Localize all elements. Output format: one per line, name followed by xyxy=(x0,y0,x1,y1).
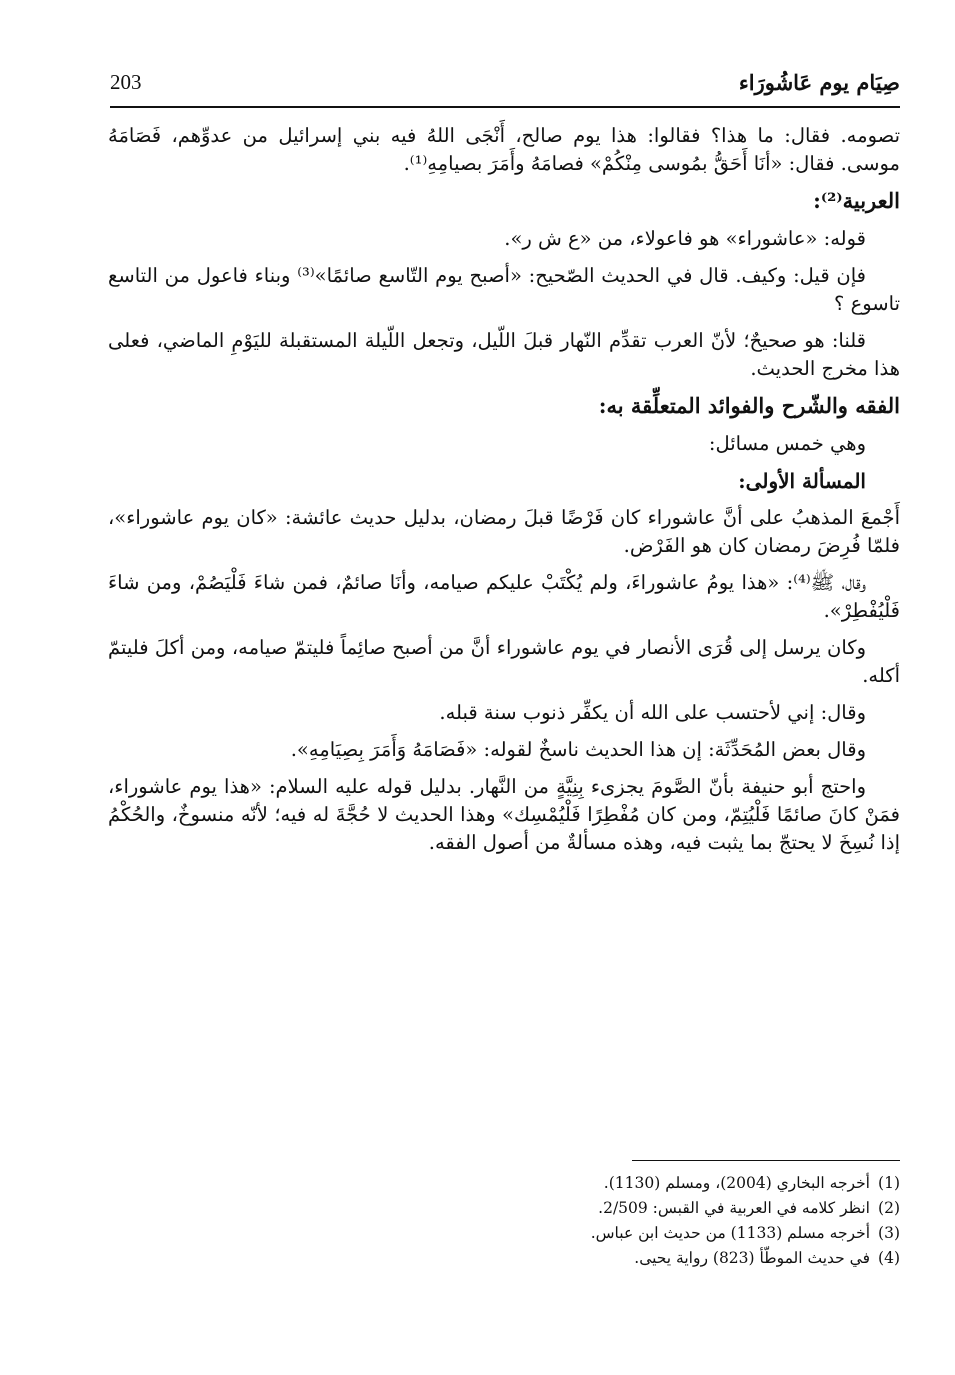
footnote xyxy=(400,1247,900,1270)
page-header xyxy=(110,66,900,108)
paragraph: وكان يرسل إلى قُرَى الأنصار في يوم عاشوراء أنَّ من أصبح صائِماً فليتمّ صيامه، ومن أكلَ فليتمّ أكله. xyxy=(108,636,900,687)
footnote-text: أخرجه مسلم (1133) من حديث ابن عباس. xyxy=(590,1224,870,1242)
section-heading: المسألة الأولى: xyxy=(738,469,866,493)
running-title: صِيَام يوم عَاشُورَاء xyxy=(738,70,900,95)
paragraph: قوله: «عاشوراء» هو فاعولاء، من «ع ش ر». xyxy=(504,227,866,250)
footnote xyxy=(400,1172,900,1195)
footnote-text: في حديث الموطّأ (823) رواية يحيى. xyxy=(634,1249,870,1267)
footnote-text: أخرجه البخاري (2004)، ومسلم (1130). xyxy=(603,1174,870,1192)
paragraph: وقال، ﷺ⁽⁴⁾: «هذا يومُ عاشوراءَ، ولم يُكْتَبْ عليكم صيامه، وأنَا صائمٌ، فمن شاءَ فَلْيَصُمْ، ومن شاءَ فَلْيُفْطِرْ». xyxy=(108,571,900,622)
paragraph: تصومه. فقال: ما هذا؟ فقالوا: هذا يوم صالح، أَنْجَى اللهُ فيه بني إسرائيل من عدوِّهم، فَصَامَهُ موسى. فقال: «أنَا أَحَقُّ بمُوسى مِنْكُمْ» فصامَهُ وأَمَرَ بصيامِهِ⁽¹⁾. xyxy=(108,124,900,175)
section-heading: العربية⁽²⁾: xyxy=(813,188,900,213)
main-text xyxy=(108,122,900,866)
footnote-number: (1) xyxy=(878,1174,900,1192)
paragraph: وقال: إني لأحتسب على الله أن يكفِّر ذنوب سنة قبله. xyxy=(439,701,866,724)
footnote-separator xyxy=(632,1160,900,1161)
footnote-number: (2) xyxy=(878,1199,900,1217)
paragraph: وهي خمس مسائل: xyxy=(708,432,866,455)
page-number: 203 xyxy=(110,70,142,94)
section-heading: الفقه والشّرح والفوائد المتعلِّقة به: xyxy=(598,393,900,418)
paragraph: واحتج أبو حنيفة بأنّ الصَّومَ يجزىء بِنِيَّةٍ من النَّهار. بدليل قوله عليه السلام: «هذا يوم عاشوراء، فمَنْ كانَ صائمًا فَلْيُتِمّ، ومن كان مُفْطِرًا فَلْيُمْسِك» وهذا الحديث لا حُجَّةَ له فيه؛ لأنّه منسوخٌ، والحُكْمُ إذا نُسِخَ لا يحتجّ بما يثبت فيه، وهذه مسألةٌ من أصول الفقه. xyxy=(108,775,900,854)
footnote-number: (4) xyxy=(878,1249,900,1267)
paragraph: فإن قيل: وكيف. قال في الحديث الصّحيح: «أصبح يوم التّاسع صائمًا»⁽³⁾ وبناء فاعول من التاسع تاسوع ؟ xyxy=(108,264,900,315)
footnote xyxy=(400,1197,900,1220)
footnote-text: انظر كلامه في العربية في القبس: 2/509. xyxy=(598,1199,870,1217)
footnote-number: (3) xyxy=(878,1224,900,1242)
footnotes xyxy=(400,1172,900,1272)
paragraph: أَجْمعَ المذهبُ على أنَّ عاشوراء كان فَرْضًا قبلَ رمضان، بدليل حديث عائشة: «كان يوم عاشوراء»، فلمّا فُرِضَ رمضان كان هو الفَرْض. xyxy=(108,506,900,557)
paragraph: وقال بعض المُحَدِّثَة: إن هذا الحديث ناسخٌ لقوله: «فَصَامَهُ وَأَمَرَ بِصِيَامِهِ». xyxy=(290,738,866,761)
footnote xyxy=(400,1222,900,1245)
paragraph: قلنا: هو صحيحٌ؛ لأنّ العرب تقدِّم النّهار قبلَ اللّيل، وتجعل اللّيلة المستقبلة لليَوْمِ الماضي، فعلى هذا مخرج الحديث. xyxy=(108,329,900,380)
